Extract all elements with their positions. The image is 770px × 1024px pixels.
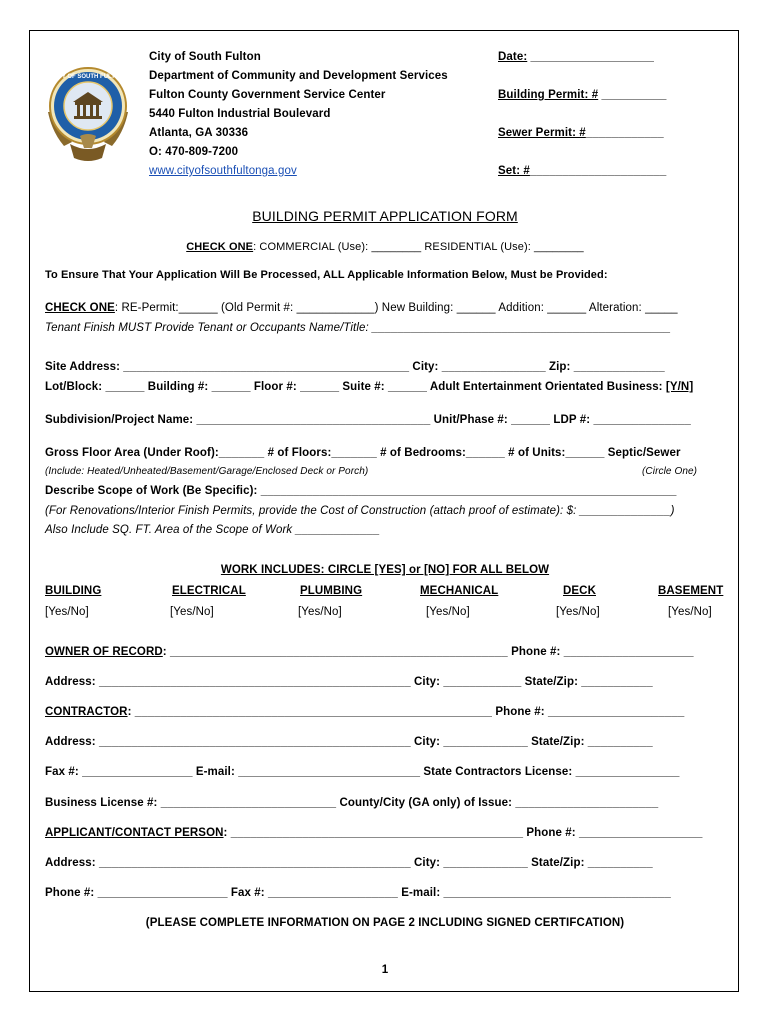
contractor-address-field[interactable]: Address: ________________________________________________ City: _____________ State/Zip: __________ bbox=[45, 736, 653, 748]
work-label-deck: DECK bbox=[563, 585, 596, 597]
subdivision-field[interactable]: Subdivision/Project Name: ____________________________________ Unit/Phase #: ______ LDP #: _______________ bbox=[45, 414, 691, 426]
work-label-plumbing: PLUMBING bbox=[300, 585, 363, 597]
page-number: 1 bbox=[381, 964, 389, 976]
scope-field[interactable]: Describe Scope of Work (Be Specific): ________________________________________________________________ bbox=[45, 485, 677, 497]
tenant-field[interactable]: Tenant Finish MUST Provide Tenant or Occupants Name/Title: ______________________________________________ bbox=[45, 322, 671, 334]
work-value-plumbing[interactable]: [Yes/No] bbox=[298, 606, 342, 618]
circle-one-note: (Circle One) bbox=[642, 466, 698, 477]
footer-note: (PLEASE COMPLETE INFORMATION ON PAGE 2 INCLUDING SIGNED CERTIFCATION) bbox=[145, 917, 625, 929]
org-line-6: O: 470-809-7200 bbox=[149, 146, 239, 158]
work-value-building[interactable]: [Yes/No] bbox=[45, 606, 89, 618]
city-seal-logo bbox=[42, 62, 134, 166]
applicant-field[interactable]: APPLICANT/CONTACT PERSON: _____________________________________________ Phone #: ___________________ bbox=[45, 827, 703, 839]
applicant-address-field[interactable]: Address: ________________________________________________ City: _____________ State/Zip: __________ bbox=[45, 857, 653, 869]
gross-floor-field[interactable]: Gross Floor Area (Under Roof):_______ # of Floors:_______ # of Bedrooms:______ # of Units:______ Septic/Sewer bbox=[45, 447, 681, 459]
include-note: (Include: Heated/Unheated/Basement/Garage/Enclosed Deck or Porch) bbox=[45, 466, 369, 477]
svg-text:CITY OF SOUTH FULTON: CITY OF SOUTH FULTON bbox=[52, 74, 124, 80]
work-includes-heading: WORK INCLUDES: CIRCLE [YES] or [NO] FOR ALL BELOW bbox=[220, 564, 550, 576]
business-license-field[interactable]: Business License #: ___________________________ County/City (GA only) of Issue: ______________________ bbox=[45, 797, 659, 809]
work-label-electrical: ELECTRICAL bbox=[172, 585, 246, 597]
work-value-electrical[interactable]: [Yes/No] bbox=[170, 606, 214, 618]
contractor-field[interactable]: CONTRACTOR: _______________________________________________________ Phone #: _____________________ bbox=[45, 706, 685, 718]
work-label-building: BUILDING bbox=[45, 585, 102, 597]
org-line-4: 5440 Fulton Industrial Boulevard bbox=[149, 108, 331, 120]
work-value-deck[interactable]: [Yes/No] bbox=[556, 606, 600, 618]
sqft-field[interactable]: Also Include SQ. FT. Area of the Scope of Work _____________ bbox=[45, 524, 381, 536]
org-line-2: Department of Community and Development Services bbox=[149, 70, 448, 82]
sewer-permit-field[interactable]: Sewer Permit: #____________ bbox=[498, 127, 664, 139]
org-line-1: City of South Fulton bbox=[149, 51, 261, 63]
org-line-5: Atlanta, GA 30336 bbox=[149, 127, 249, 139]
contractor-fax-email-field[interactable]: Fax #: _________________ E-mail: ____________________________ State Contractors License: ________________ bbox=[45, 766, 680, 778]
work-label-basement: BASEMENT bbox=[658, 585, 724, 597]
form-title: BUILDING PERMIT APPLICATION FORM bbox=[252, 208, 518, 224]
lot-block-field[interactable]: Lot/Block: ______ Building #: ______ Floor #: ______ Suite #: ______ Adult Entertainment Orientated Business: [Y/N] bbox=[45, 381, 694, 393]
notice-text: To Ensure That Your Application Will Be Processed, ALL Applicable Information Below, Must be Provided: bbox=[45, 269, 608, 281]
owner-address-field[interactable]: Address: ________________________________________________ City: ____________ State/Zip: ___________ bbox=[45, 676, 653, 688]
check-one-type[interactable]: CHECK ONE: RE-Permit:______ (Old Permit #: ____________) New Building: ______ Addition: ______ Alteration: _____ bbox=[45, 302, 678, 314]
check-one-use[interactable]: CHECK ONE: COMMERCIAL (Use): ________ RESIDENTIAL (Use): ________ bbox=[186, 241, 584, 253]
applicant-phone-fax-email-field[interactable]: Phone #: ____________________ Fax #: ____________________ E-mail: ___________________________________ bbox=[45, 887, 671, 899]
org-line-3: Fulton County Government Service Center bbox=[149, 89, 386, 101]
work-label-mechanical: MECHANICAL bbox=[420, 585, 499, 597]
work-value-mechanical[interactable]: [Yes/No] bbox=[426, 606, 470, 618]
building-permit-field[interactable]: Building Permit: # __________ bbox=[498, 89, 667, 101]
owner-field[interactable]: OWNER OF RECORD: ____________________________________________________ Phone #: ____________________ bbox=[45, 646, 694, 658]
site-address-field[interactable]: Site Address: ____________________________________________ City: ________________ Zip: ______________ bbox=[45, 361, 665, 373]
work-value-basement[interactable]: [Yes/No] bbox=[668, 606, 712, 618]
website-link[interactable]: www.cityofsouthfultonga.gov bbox=[149, 165, 297, 177]
renovation-cost-field[interactable]: (For Renovations/Interior Finish Permits, provide the Cost of Construction (attach proof of estimate): $: ______________) bbox=[45, 505, 675, 517]
date-field[interactable]: Date: ___________________ bbox=[498, 51, 654, 63]
set-field[interactable]: Set: #_____________________ bbox=[498, 165, 667, 177]
